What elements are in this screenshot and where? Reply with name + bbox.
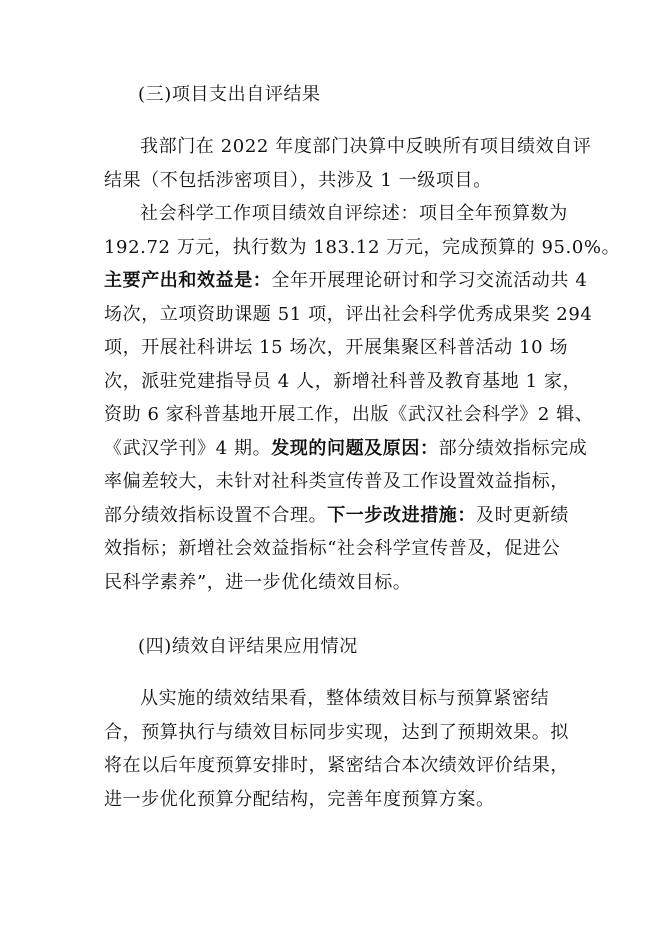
text-line: 资助 6 家科普基地开展工作，出版《武汉社会科学》2 辑、 bbox=[104, 404, 594, 425]
text-line: 效指标；新增社会效益指标“社会科学宣传普及，促进公 bbox=[104, 538, 561, 559]
text-run: 部分绩效指标完成 bbox=[438, 437, 588, 459]
section-4-paragraph-1 bbox=[104, 682, 574, 816]
text-line bbox=[104, 432, 588, 466]
section-3-heading: (三)项目支出自评结果 bbox=[138, 84, 321, 105]
bold-label-improvements: 下一步改进措施： bbox=[327, 504, 477, 526]
section-4-heading: (四)绩效自评结果应用情况 bbox=[138, 636, 358, 657]
text-run: 全年开展理论研讨和学习交流活动共 4 bbox=[271, 270, 588, 291]
text-line: 从实施的绩效结果看，整体绩效目标与预算紧密结 bbox=[140, 688, 550, 709]
text-line: 率偏差较大，未针对社科类宣传普及工作设置效益指标， bbox=[104, 471, 569, 492]
text-line: 结果（不包括涉密项目），共涉及 1 一级项目。 bbox=[104, 169, 492, 191]
text-run: 《武汉学刊》4 期。 bbox=[104, 437, 272, 459]
text-run: 部分绩效指标设置不合理。 bbox=[104, 504, 328, 526]
text-line: 合，预算执行与绩效目标同步实现，达到了预期效果。拟 bbox=[104, 721, 569, 743]
text-line: 项，开展社科讲坛 15 场次，开展集聚区科普活动 10 场 bbox=[104, 337, 569, 358]
section-3-paragraph-2 bbox=[104, 197, 621, 599]
text-line: 192.72 万元，执行数为 183.12 万元，完成预算的 95.0%。 bbox=[104, 236, 621, 258]
text-line: 场次，立项资助课题 51 项，评出社会科学优秀成果奖 294 bbox=[104, 303, 593, 325]
section-3-paragraph-1 bbox=[104, 130, 592, 197]
text-line: 次，派驻党建指导员 4 人，新增社科普及教育基地 1 家， bbox=[104, 370, 582, 392]
bold-label-outputs: 主要产出和效益是： bbox=[104, 270, 272, 291]
text-line: 民科学素养”，进一步优化绩效目标。 bbox=[104, 571, 412, 593]
text-line bbox=[104, 264, 588, 298]
bold-label-problems: 发现的问题及原因： bbox=[271, 437, 439, 459]
text-run: 及时更新绩 bbox=[476, 504, 570, 526]
text-line: 社会科学工作项目绩效自评综述：项目全年预算数为 bbox=[140, 203, 568, 224]
text-line: 进一步优化预算分配结构，完善年度预算方案。 bbox=[104, 788, 495, 810]
text-line: 我部门在 2022 年度部门决算中反映所有项目绩效自评 bbox=[140, 136, 592, 157]
text-line: 将在以后年度预算安排时，紧密结合本次绩效评价结果， bbox=[104, 755, 569, 776]
text-line bbox=[104, 499, 574, 533]
